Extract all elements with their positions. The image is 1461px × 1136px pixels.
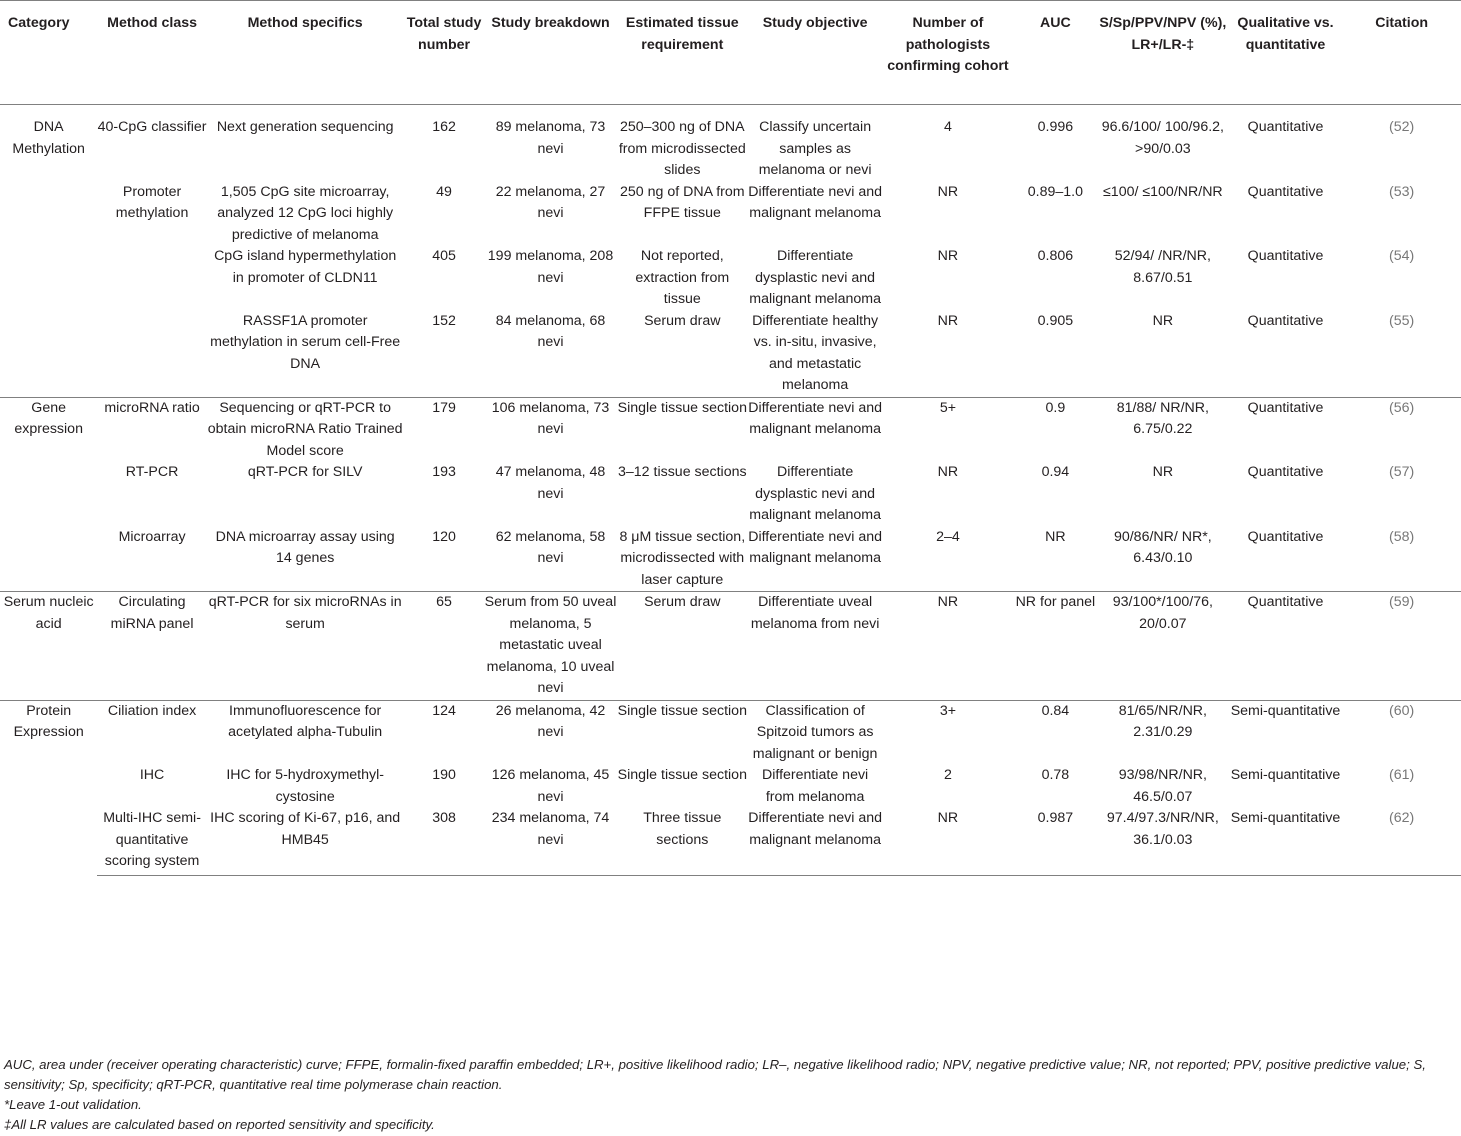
table-cell: Quantitative — [1229, 592, 1343, 701]
table-cell: 250–300 ng of DNA from microdissected slides — [618, 119, 746, 178]
table-cell: NR — [1152, 312, 1174, 329]
table-cell: 199 melanoma, 208 nevi — [487, 248, 614, 286]
table-row — [0, 700, 1461, 765]
table-cell: 0.89–1.0 — [1027, 183, 1083, 200]
column-header: Method class — [97, 1, 206, 105]
category-cell: Gene expression — [0, 397, 97, 592]
column-header: Study breakdown — [485, 1, 617, 105]
table-cell: Semi-quantitative — [1229, 700, 1343, 765]
table-cell: 152 — [432, 312, 456, 329]
table-cell: Ciliation index — [97, 700, 206, 765]
table-cell: Differentiate uveal melanoma from nevi — [748, 592, 882, 701]
table-cell: 190 — [432, 767, 456, 783]
table-cell: Microarray — [118, 528, 186, 545]
table-cell: Classify uncertain samples as melanoma or nevi — [758, 119, 872, 178]
table-cell: (59) — [1342, 592, 1461, 701]
table-cell: 65 — [404, 592, 485, 701]
table-cell: 0.94 — [1041, 464, 1070, 480]
table-cell: Next generation sequencing — [216, 119, 394, 135]
column-header: Qualitative vs. quantitative — [1229, 1, 1343, 105]
table-cell: 4 — [943, 119, 952, 135]
column-header: Category — [0, 1, 97, 105]
table-cell: 2 — [943, 767, 952, 783]
table-cell: Quantitative — [1229, 397, 1343, 462]
table-cell: 0.996 — [1037, 119, 1074, 135]
table-cell: NR — [937, 312, 959, 329]
table-cell — [97, 311, 206, 398]
table-cell: Three tissue sections — [616, 808, 748, 875]
table-cell: 93/98/NR/NR, 46.5/0.07 — [1118, 767, 1207, 805]
table-cell: Circulating miRNA panel — [97, 592, 206, 701]
table-cell: CpG island hypermethylation in promoter of CLDN11 — [214, 248, 397, 286]
table-cell: Serum draw — [644, 312, 721, 329]
table-cell: 62 melanoma, 58 nevi — [495, 528, 606, 566]
table-cell: 0.806 — [1037, 248, 1074, 264]
table-cell: 47 melanoma, 48 nevi — [495, 464, 606, 502]
table-row — [0, 246, 1461, 311]
table-cell: (55) — [1389, 312, 1415, 329]
table-cell — [97, 246, 206, 311]
column-header: Number of pathologists confirming cohort — [882, 1, 1014, 105]
category-cell: Protein Expression — [0, 700, 97, 875]
table-cell: (56) — [1342, 397, 1461, 462]
table-row — [0, 527, 1461, 592]
table-cell: 2–4 — [936, 528, 960, 545]
table-cell: 162 — [432, 119, 456, 135]
table-cell: Differentiate healthy vs. in-situ, invasive, and metastatic melanoma — [752, 312, 879, 393]
category-cell: DNA Methylation — [12, 119, 85, 157]
table-cell: 52/94/ /NR/NR, 8.67/0.51 — [1114, 248, 1211, 286]
table-cell: 120 — [432, 528, 456, 545]
table-cell: Immunofluorescence for acetylated alpha-Tubulin — [207, 700, 404, 765]
table-row — [0, 765, 1461, 808]
table-cell: 250 ng of DNA from FFPE tissue — [620, 183, 745, 221]
table-cell: Quantitative — [1247, 464, 1324, 480]
table-cell: Classification of Spitzoid tumors as malignant or benign — [748, 700, 882, 765]
table-cell: 124 — [404, 700, 485, 765]
table-cell: NR — [937, 464, 959, 480]
table-cell: IHC scoring of Ki-67, p16, and HMB45 — [207, 808, 404, 875]
table-row — [0, 182, 1461, 247]
table-cell: NR — [882, 592, 1014, 701]
table-cell: Not reported, extraction from tissue — [635, 248, 730, 307]
table-cell: Quantitative — [1247, 528, 1324, 545]
table-cell: Semi-quantitative — [1230, 767, 1341, 783]
column-header: Estimated tissue requirement — [616, 1, 748, 105]
table-cell: Differentiate dysplastic nevi and malignant melanoma — [749, 464, 881, 523]
table-cell: IHC — [139, 767, 165, 783]
table-cell: 0.905 — [1037, 312, 1074, 329]
table-cell: NR — [882, 808, 1014, 875]
table-cell: 126 melanoma, 45 nevi — [491, 767, 610, 805]
table-cell: RT-PCR — [125, 464, 179, 480]
table-cell: (58) — [1389, 528, 1415, 545]
table-cell: DNA microarray assay using 14 genes — [215, 528, 395, 566]
table-cell: Semi-quantitative — [1229, 808, 1343, 875]
table-cell: 0.9 — [1014, 397, 1097, 462]
table-cell: 0.987 — [1014, 808, 1097, 875]
table-cell: Serum draw — [616, 592, 748, 701]
table-cell: (52) — [1389, 119, 1415, 135]
table-cell: 0.78 — [1041, 767, 1070, 783]
table-cell: Single tissue section — [616, 700, 748, 765]
column-header: Citation — [1342, 1, 1461, 105]
table-cell: NR — [1152, 464, 1174, 480]
table-cell: Quantitative — [1247, 119, 1324, 135]
table-cell: Differentiate nevi and malignant melanoma — [748, 808, 882, 875]
table-cell: Multi-IHC semi-quantitative scoring system — [97, 808, 206, 875]
table-cell: Quantitative — [1247, 183, 1324, 200]
table-cell: 89 melanoma, 73 nevi — [495, 119, 606, 157]
column-header: S/Sp/PPV/NPV (%), LR+/LR-‡ — [1097, 1, 1229, 105]
table-cell: 8 μM tissue section, microdissected with laser capture — [619, 528, 746, 588]
table-cell: 106 melanoma, 73 nevi — [485, 397, 617, 462]
table-cell: Differentiate nevi and malignant melanoma — [748, 183, 883, 221]
table-cell: Differentiate nevi and malignant melanoma — [748, 528, 883, 566]
table-cell: 179 — [404, 397, 485, 462]
table-cell: Single tissue section — [616, 397, 748, 462]
column-header: Total study number — [404, 1, 485, 105]
table-cell: Quantitative — [1247, 248, 1324, 264]
table-row — [0, 311, 1461, 398]
table-cell: (60) — [1342, 700, 1461, 765]
table-cell: NR — [937, 183, 959, 200]
table-cell: qRT-PCR for SILV — [247, 464, 363, 480]
table-row — [0, 592, 1461, 701]
table-cell: qRT-PCR for six microRNAs in serum — [207, 592, 404, 701]
table-cell: 81/88/ NR/NR, 6.75/0.22 — [1097, 397, 1229, 462]
column-header: AUC — [1014, 1, 1097, 105]
table-cell: (57) — [1389, 464, 1415, 480]
table-cell: NR for panel — [1014, 592, 1097, 701]
table-cell: Single tissue section — [617, 767, 747, 783]
table-cell: (61) — [1389, 767, 1415, 783]
table-cell: 22 melanoma, 27 nevi — [495, 183, 606, 221]
table-cell: Sequencing or qRT-PCR to obtain microRNA Ratio Trained Model score — [207, 397, 404, 462]
table-footnotes — [4, 1055, 1459, 1135]
table-cell: ≤100/ ≤100/NR/NR — [1103, 183, 1223, 200]
table-cell: Quantitative — [1247, 312, 1324, 329]
table-cell: 84 melanoma, 68 nevi — [495, 312, 606, 350]
table-header-row — [0, 1, 1461, 105]
table-cell: 93/100*/100/76, 20/0.07 — [1097, 592, 1229, 701]
category-cell: Serum nucleic acid — [0, 592, 97, 701]
table-cell: Promoter methylation — [115, 183, 189, 221]
table-cell: IHC for 5-hydroxymethyl-cystosine — [226, 767, 384, 805]
table-cell: 96.6/100/ 100/96.2, >90/0.03 — [1101, 119, 1224, 157]
table-cell: RASSF1A promoter methylation in serum cell-Free DNA — [210, 312, 401, 372]
table-cell: 49 — [436, 183, 452, 200]
table-cell: 5+ — [882, 397, 1014, 462]
table-cell: 40-CpG classifier — [97, 119, 207, 135]
table-cell: 26 melanoma, 42 nevi — [485, 700, 617, 765]
footnote-leave-one-out: *Leave 1-out validation. — [4, 1097, 142, 1112]
table-cell: 234 melanoma, 74 nevi — [485, 808, 617, 875]
table-cell: 90/86/NR/ NR*, 6.43/0.10 — [1113, 528, 1212, 566]
column-header: Study objective — [748, 1, 882, 105]
table-cell: 308 — [404, 808, 485, 875]
table-row — [0, 808, 1461, 875]
table-row — [0, 397, 1461, 462]
table-row — [0, 462, 1461, 527]
table-cell: 97.4/97.3/NR/NR, 36.1/0.03 — [1097, 808, 1229, 875]
table-row — [0, 105, 1461, 182]
table-cell: Differentiate dysplastic nevi and malignant melanoma — [749, 248, 881, 307]
table-cell: microRNA ratio — [97, 397, 206, 462]
table-cell: 193 — [432, 464, 456, 480]
table-cell: 405 — [432, 248, 456, 264]
table-cell: 3–12 tissue sections — [618, 464, 747, 480]
table-cell: (54) — [1389, 248, 1415, 264]
table-cell: 0.84 — [1014, 700, 1097, 765]
table-cell: 81/65/NR/NR, 2.31/0.29 — [1097, 700, 1229, 765]
table-cell: (62) — [1342, 808, 1461, 875]
footnote-abbreviations: AUC, area under (receiver operating characteristic) curve; FFPE, formalin-fixed paraffin embedded; LR+, positive likelihood radio; LR–, negative likelihood radio; NPV, negative predictive value; NR, not reported; PPV, positive predictive value; S, sensitivity; Sp, specificity; qRT-PCR, quantitative real time polymerase chain reaction. — [4, 1057, 1426, 1092]
table-cell: 3+ — [882, 700, 1014, 765]
table-cell: (53) — [1389, 183, 1415, 200]
table-cell: Differentiate nevi from melanoma — [762, 767, 869, 805]
footnote-lr-values: ‡All LR values are calculated based on reported sensitivity and specificity. — [4, 1117, 435, 1132]
table-cell: Differentiate nevi and malignant melanoma — [748, 397, 882, 462]
table-cell: NR — [937, 248, 959, 264]
table-cell: 1,505 CpG site microarray, analyzed 12 CpG loci highly predictive of melanoma — [217, 183, 394, 243]
column-header: Method specifics — [207, 1, 404, 105]
table-cell: NR — [1045, 528, 1066, 545]
table-cell: Serum from 50 uveal melanoma, 5 metastatic uveal melanoma, 10 uveal nevi — [485, 592, 617, 701]
